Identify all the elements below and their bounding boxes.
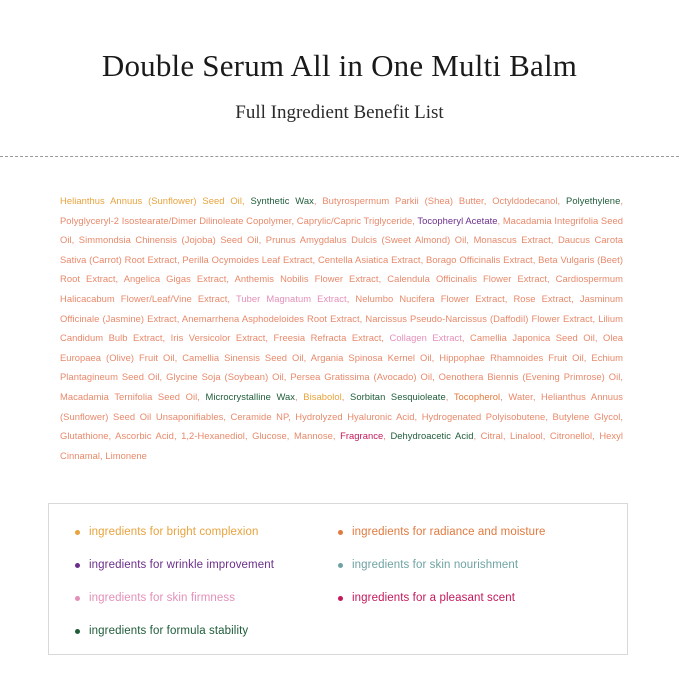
ingredient-segment: , Citral, Linalool, Citronellol, Hexyl Cinnamal, Limonene <box>60 430 624 461</box>
legend-color-dot-icon <box>75 530 80 535</box>
ingredient-segment: , <box>383 430 391 442</box>
page-subtitle: Full Ingredient Benefit List <box>235 102 444 123</box>
legend-item-label: ingredients for radiance and moisture <box>352 526 546 538</box>
ingredient-segment: Synthetic Wax <box>250 195 314 206</box>
legend-item-label: ingredients for skin nourishment <box>352 559 519 571</box>
legend-item-label: ingredients for formula stability <box>89 625 249 637</box>
ingredient-segment: Tocopherol <box>453 390 501 402</box>
ingredient-segment: Microcrystalline Wax <box>205 390 296 402</box>
ingredient-segment: Dehydroacetic Acid <box>390 430 474 442</box>
legend-item <box>338 559 601 571</box>
ingredient-segment: , Nelumbo Nucifera Flower Extract, Rose Extract, Jasminum Officinale (Jasmine) Extract, Anemarrhena Asphodeloides Root Extract, Narcissus Pseudo-Narcissus (Daffodil) Flower Extract, Lilium Candidum Bulb Extract, Iris Versicolor Extract, Freesia Refracta Extract, <box>60 292 623 344</box>
legend-item-label: ingredients for a pleasant scent <box>352 592 516 604</box>
legend-item-label: ingredients for wrinkle improvement <box>89 559 275 571</box>
ingredient-segment: Fragrance <box>340 430 384 442</box>
legend-item <box>75 559 338 571</box>
ingredient-segment: Tuber Magnatum Extract <box>235 292 347 304</box>
ingredient-segment: , Polyglyceryl-2 Isostearate/Dimer Dilinoleate Copolymer, Caprylic/Capric Triglyceride, <box>60 195 623 226</box>
legend-color-dot-icon <box>338 596 343 601</box>
legend-item <box>338 526 601 538</box>
ingredient-segment: , <box>295 390 304 402</box>
legend-color-dot-icon <box>338 563 343 568</box>
legend-item <box>338 592 601 604</box>
legend-color-dot-icon <box>75 629 80 634</box>
ingredient-segment: , <box>341 390 351 402</box>
ingredient-segment: , Butyrospermum Parkii (Shea) Butter, Octyldodecanol, <box>313 195 567 206</box>
ingredient-segment: , Macadamia Integrifolia Seed Oil, Simmondsia Chinensis (Jojoba) Seed Oil, Prunus Amygdalus Dulcis (Sweet Almond) Oil, Monascus Extract, Daucus Carota Sativa (Carrot) Root Extract, Perilla Ocymoides Leaf Extract, Centella Asiatica Extract, Borago Officinalis Extract, Beta Vulgaris (Beet) Root Extract, Angelica Gigas Extract, Anthemis Nobilis Flower Extract, Calendula Officinalis Flower Extract, Cardiospermum Halicacabum Flower/Leaf/Vine Extract, <box>60 214 623 304</box>
ingredient-segment: Bisabolol <box>303 390 342 402</box>
ingredient-segment: , <box>445 390 454 402</box>
ingredient-segment: Sorbitan Sesquioleate <box>350 390 446 402</box>
ingredient-segment: , Water, Helianthus Annuus (Sunflower) Seed Oil Unsaponifiables, Ceramide NP, Hydrolyzed Hyaluronic Acid, Hydrogenated Polyisobutene, Butylene Glycol, Glutathione, Ascorbic Acid, 1,2-Hexanediol, Glucose, Mannose, <box>60 390 624 442</box>
legend-item <box>75 526 338 538</box>
dashed-divider <box>0 156 679 157</box>
legend-color-dot-icon <box>75 563 80 568</box>
legend-item-label: ingredients for skin firmness <box>89 592 236 604</box>
legend-item <box>75 592 338 604</box>
page-title: Double Serum All in One Multi Balm <box>101 48 578 83</box>
legend-item-label: ingredients for bright complexion <box>89 526 259 538</box>
legend-box <box>48 503 628 655</box>
ingredient-list <box>60 191 623 465</box>
legend-color-dot-icon <box>338 530 343 535</box>
ingredient-segment: Tocopheryl Acetate <box>417 214 498 226</box>
legend-item <box>75 625 338 637</box>
ingredient-segment: , Camellia Japonica Seed Oil, Olea Europaea (Olive) Fruit Oil, Camellia Sinensis Seed Oil, Argania Spinosa Kernel Oil, Hippophae Rhamnoides Fruit Oil, Echium Plantagineum Seed Oil, Glycine Soja (Soybean) Oil, Persea Gratissima (Avocado) Oil, Oenothera Biennis (Evening Primrose) Oil, Macadamia Ternifolia Seed Oil, <box>60 332 623 402</box>
page-header <box>0 0 679 124</box>
legend-color-dot-icon <box>75 596 80 601</box>
ingredient-segment: Collagen Extract <box>389 332 462 344</box>
ingredient-segment: Polyethylene <box>566 195 621 206</box>
ingredient-segment: Helianthus Annuus (Sunflower) Seed Oil, <box>60 195 251 206</box>
legend-grid <box>75 526 601 658</box>
